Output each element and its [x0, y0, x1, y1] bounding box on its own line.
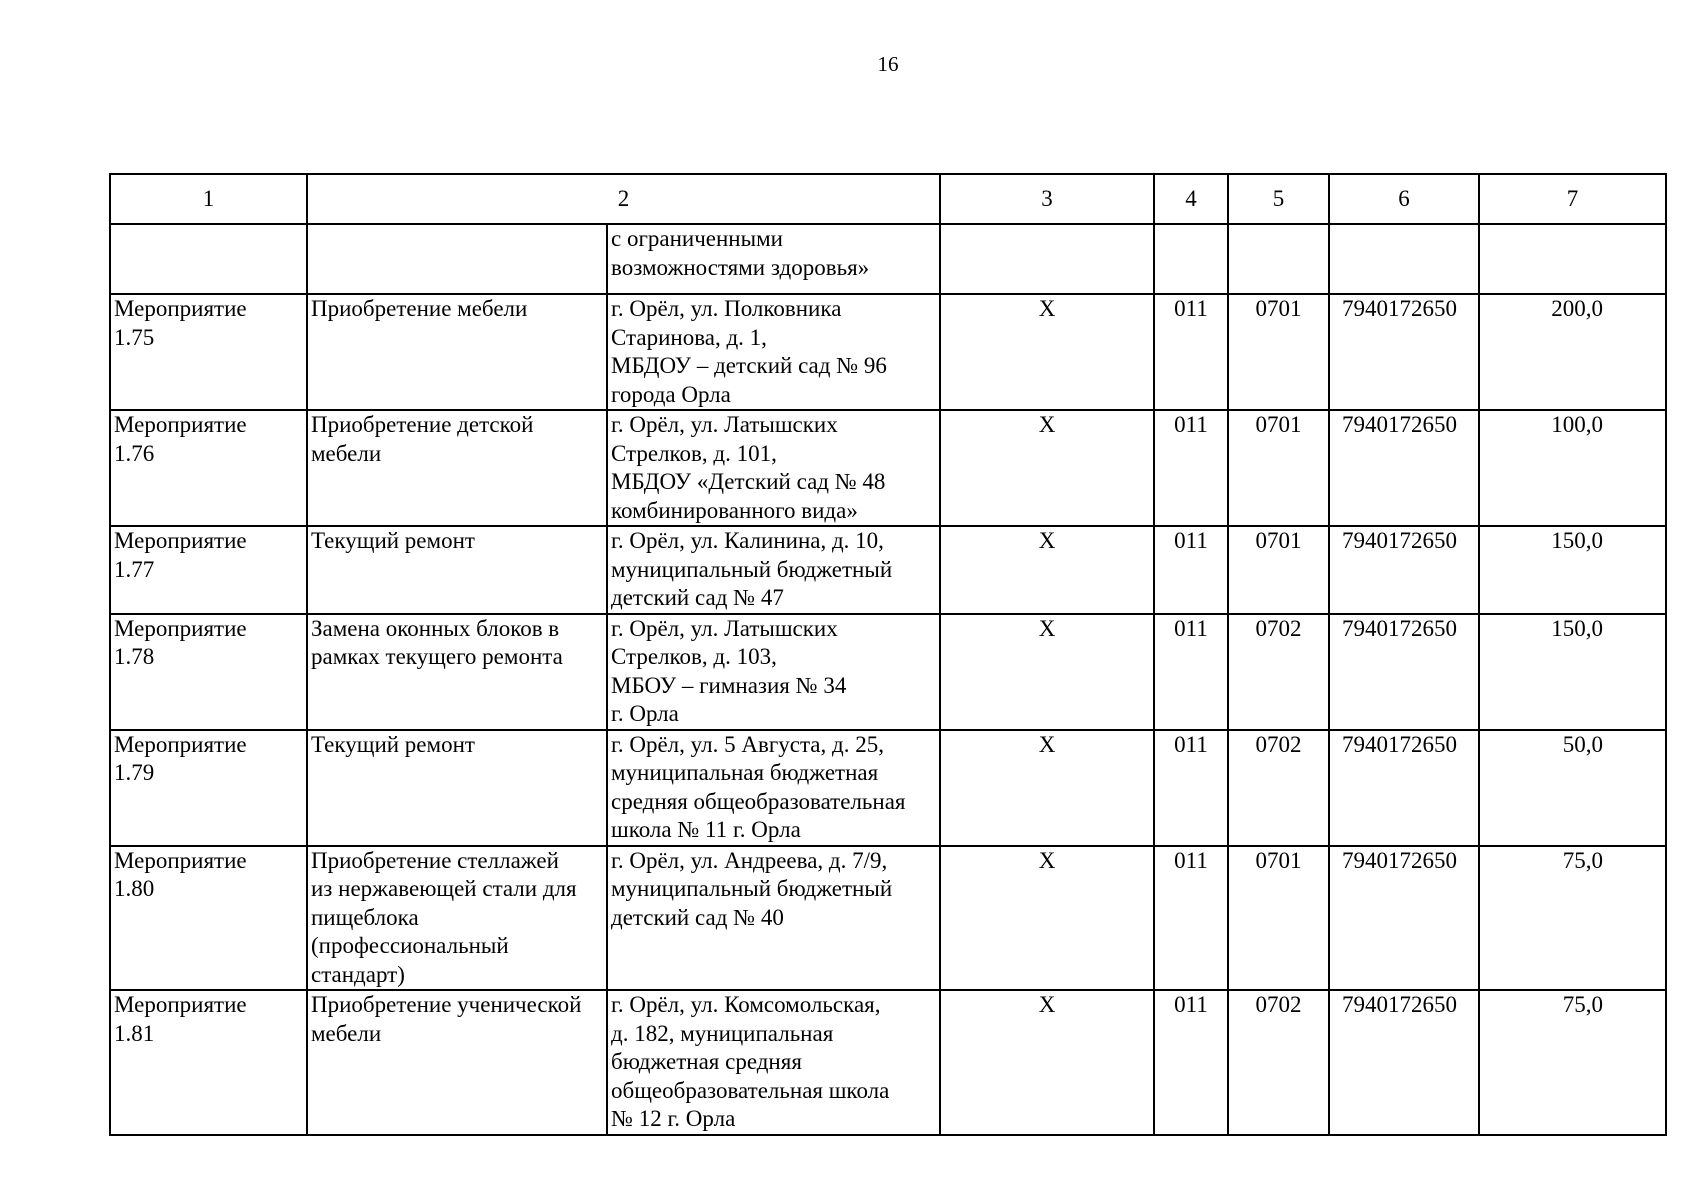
col5-cell: 0701: [1228, 846, 1329, 991]
col4-cell: 011: [1154, 730, 1228, 846]
description-line: Приобретение ученической: [311, 992, 582, 1017]
address-line: № 12 г. Орла: [611, 1106, 736, 1131]
address-line: общеобразовательная школа: [611, 1077, 890, 1103]
col3-cell: X: [940, 990, 1154, 1135]
address-line: д. 182, муниципальная: [611, 1020, 834, 1046]
description-line: Приобретение стеллажей: [311, 847, 559, 873]
col7-cell: 150,0: [1479, 526, 1666, 614]
header-cell-3: 3: [940, 174, 1154, 224]
description-cell: [307, 990, 607, 1135]
address-cell: [607, 410, 940, 526]
header-cell-6: 6: [1329, 174, 1479, 224]
description-cell: [307, 730, 607, 846]
address-line: г. Орёл, ул. Андреева, д. 7/9,: [611, 847, 888, 873]
address-line: бюджетная средняя: [611, 1049, 802, 1074]
col7-cell: 150,0: [1479, 614, 1666, 730]
description-line: мебели: [311, 440, 382, 466]
event-line: Мероприятие: [114, 615, 247, 641]
col6-cell: 7940172650: [1329, 730, 1479, 846]
event-cell: [110, 990, 307, 1135]
event-line: Мероприятие: [114, 528, 247, 553]
table-row: [110, 990, 1666, 1135]
address-cell: [607, 990, 940, 1135]
table-row: [110, 846, 1666, 991]
table-row: [110, 730, 1666, 846]
address-line: муниципальный бюджетный: [611, 556, 893, 582]
event-line: 1.75: [114, 324, 155, 350]
col3-cell: X: [940, 730, 1154, 846]
event-line: 1.78: [114, 644, 155, 669]
event-line: Мероприятие: [114, 731, 247, 757]
address-cell: [607, 614, 940, 730]
description-line: Приобретение детской: [311, 412, 534, 437]
event-line: Мероприятие: [114, 296, 247, 321]
table-row: [110, 410, 1666, 526]
description-line: пищеблока: [311, 904, 419, 930]
address-line: г. Орёл, ул. 5 Августа, д. 25,: [611, 731, 884, 757]
description-cell: [307, 614, 607, 730]
col7-cell: [1479, 224, 1666, 294]
address-line: Стрелков, д. 101,: [611, 440, 777, 466]
description-cell: [307, 846, 607, 991]
address-line: г. Орёл, ул. Латышских: [611, 412, 838, 437]
header-row: [110, 174, 1666, 224]
description-line: из нержавеющей стали для: [311, 876, 577, 901]
col3-cell: X: [940, 614, 1154, 730]
page-number: 16: [877, 52, 899, 76]
header-cell-4: 4: [1154, 174, 1228, 224]
col6-cell: 7940172650: [1329, 990, 1479, 1135]
address-cell: [607, 526, 940, 614]
col5-cell: 0701: [1228, 410, 1329, 526]
col7-cell: 50,0: [1479, 730, 1666, 846]
col6-cell: 7940172650: [1329, 846, 1479, 991]
address-line: МБДОУ – детский сад № 96: [611, 353, 887, 378]
address-line: г. Орёл, ул. Комсомольская,: [611, 992, 881, 1017]
col4-cell: 011: [1154, 294, 1228, 410]
address-cell: [607, 730, 940, 846]
col3-cell: X: [940, 410, 1154, 526]
description-cell: [307, 526, 607, 614]
col3-cell: X: [940, 846, 1154, 991]
description-line: стандарт): [311, 961, 405, 987]
description-cell: [307, 294, 607, 410]
event-cell: [110, 730, 307, 846]
address-line: города Орла: [611, 381, 731, 407]
description-cell: [307, 410, 607, 526]
table-row: [110, 614, 1666, 730]
description-cell: [307, 224, 607, 294]
address-line: школа № 11 г. Орла: [611, 817, 801, 842]
address-cell: [607, 294, 940, 410]
event-cell: [110, 410, 307, 526]
event-cell: [110, 224, 307, 294]
address-line: Старинова, д. 1,: [611, 324, 767, 350]
description-line: (профессиональный: [311, 933, 509, 958]
event-line: 1.76: [114, 440, 155, 466]
col7-cell: 75,0: [1479, 990, 1666, 1135]
col7-cell: 75,0: [1479, 846, 1666, 991]
col7-cell: 200,0: [1479, 294, 1666, 410]
col3-cell: X: [940, 294, 1154, 410]
event-line: 1.80: [114, 876, 155, 901]
col4-cell: [1154, 224, 1228, 294]
col3-cell: [940, 224, 1154, 294]
address-line: г. Орёл, ул. Полковника: [611, 296, 842, 321]
event-line: 1.77: [114, 556, 155, 582]
col5-cell: 0701: [1228, 294, 1329, 410]
description-line: Текущий ремонт: [311, 731, 475, 757]
address-line: Стрелков, д. 103,: [611, 644, 777, 669]
address-line: возможностями здоровья»: [611, 254, 870, 280]
address-line: муниципальная бюджетная: [611, 760, 879, 785]
col5-cell: 0701: [1228, 526, 1329, 614]
col6-cell: 7940172650: [1329, 614, 1479, 730]
col4-cell: 011: [1154, 526, 1228, 614]
col6-cell: 7940172650: [1329, 294, 1479, 410]
col4-cell: 011: [1154, 990, 1228, 1135]
event-cell: [110, 846, 307, 991]
event-line: Мероприятие: [114, 992, 247, 1017]
address-line: МБДОУ «Детский сад № 48: [611, 469, 886, 494]
col4-cell: 011: [1154, 614, 1228, 730]
col3-cell: X: [940, 526, 1154, 614]
event-line: Мероприятие: [114, 412, 247, 437]
description-line: рамках текущего ремонта: [311, 644, 563, 669]
header-cell-7: 7: [1479, 174, 1666, 224]
address-line: детский сад № 40: [611, 904, 784, 930]
address-line: комбинированного вида»: [611, 497, 858, 523]
description-line: мебели: [311, 1020, 382, 1046]
address-cell: [607, 846, 940, 991]
event-line: Мероприятие: [114, 847, 247, 873]
address-line: муниципальный бюджетный: [611, 876, 893, 901]
address-line: средняя общеобразовательная: [611, 788, 906, 814]
header-cell-1: 1: [110, 174, 307, 224]
address-line: МБОУ – гимназия № 34: [611, 672, 847, 698]
header-cell-5: 5: [1228, 174, 1329, 224]
col6-cell: [1329, 224, 1479, 294]
event-line: 1.81: [114, 1020, 155, 1046]
event-cell: [110, 526, 307, 614]
event-cell: [110, 294, 307, 410]
col4-cell: 011: [1154, 410, 1228, 526]
description-line: Замена оконных блоков в: [311, 615, 560, 641]
col5-cell: 0702: [1228, 614, 1329, 730]
address-cell: [607, 224, 940, 294]
description-line: Приобретение мебели: [311, 296, 528, 321]
address-line: г. Орёл, ул. Калинина, д. 10,: [611, 528, 884, 553]
col5-cell: 0702: [1228, 990, 1329, 1135]
continuation-row: [110, 224, 1666, 294]
address-line: г. Орла: [611, 701, 679, 726]
col6-cell: 7940172650: [1329, 526, 1479, 614]
col5-cell: [1228, 224, 1329, 294]
address-line: г. Орёл, ул. Латышских: [611, 615, 838, 641]
table-body: [110, 174, 1666, 1135]
col5-cell: 0702: [1228, 730, 1329, 846]
col7-cell: 100,0: [1479, 410, 1666, 526]
col4-cell: 011: [1154, 846, 1228, 991]
header-cell-2: 2: [307, 174, 940, 224]
budget-table: [109, 173, 1667, 1136]
event-line: 1.79: [114, 760, 155, 785]
table-row: [110, 294, 1666, 410]
event-cell: [110, 614, 307, 730]
col6-cell: 7940172650: [1329, 410, 1479, 526]
address-line: детский сад № 47: [611, 585, 784, 610]
table-row: [110, 526, 1666, 614]
address-line: с ограниченными: [611, 226, 783, 251]
description-line: Текущий ремонт: [311, 528, 475, 553]
